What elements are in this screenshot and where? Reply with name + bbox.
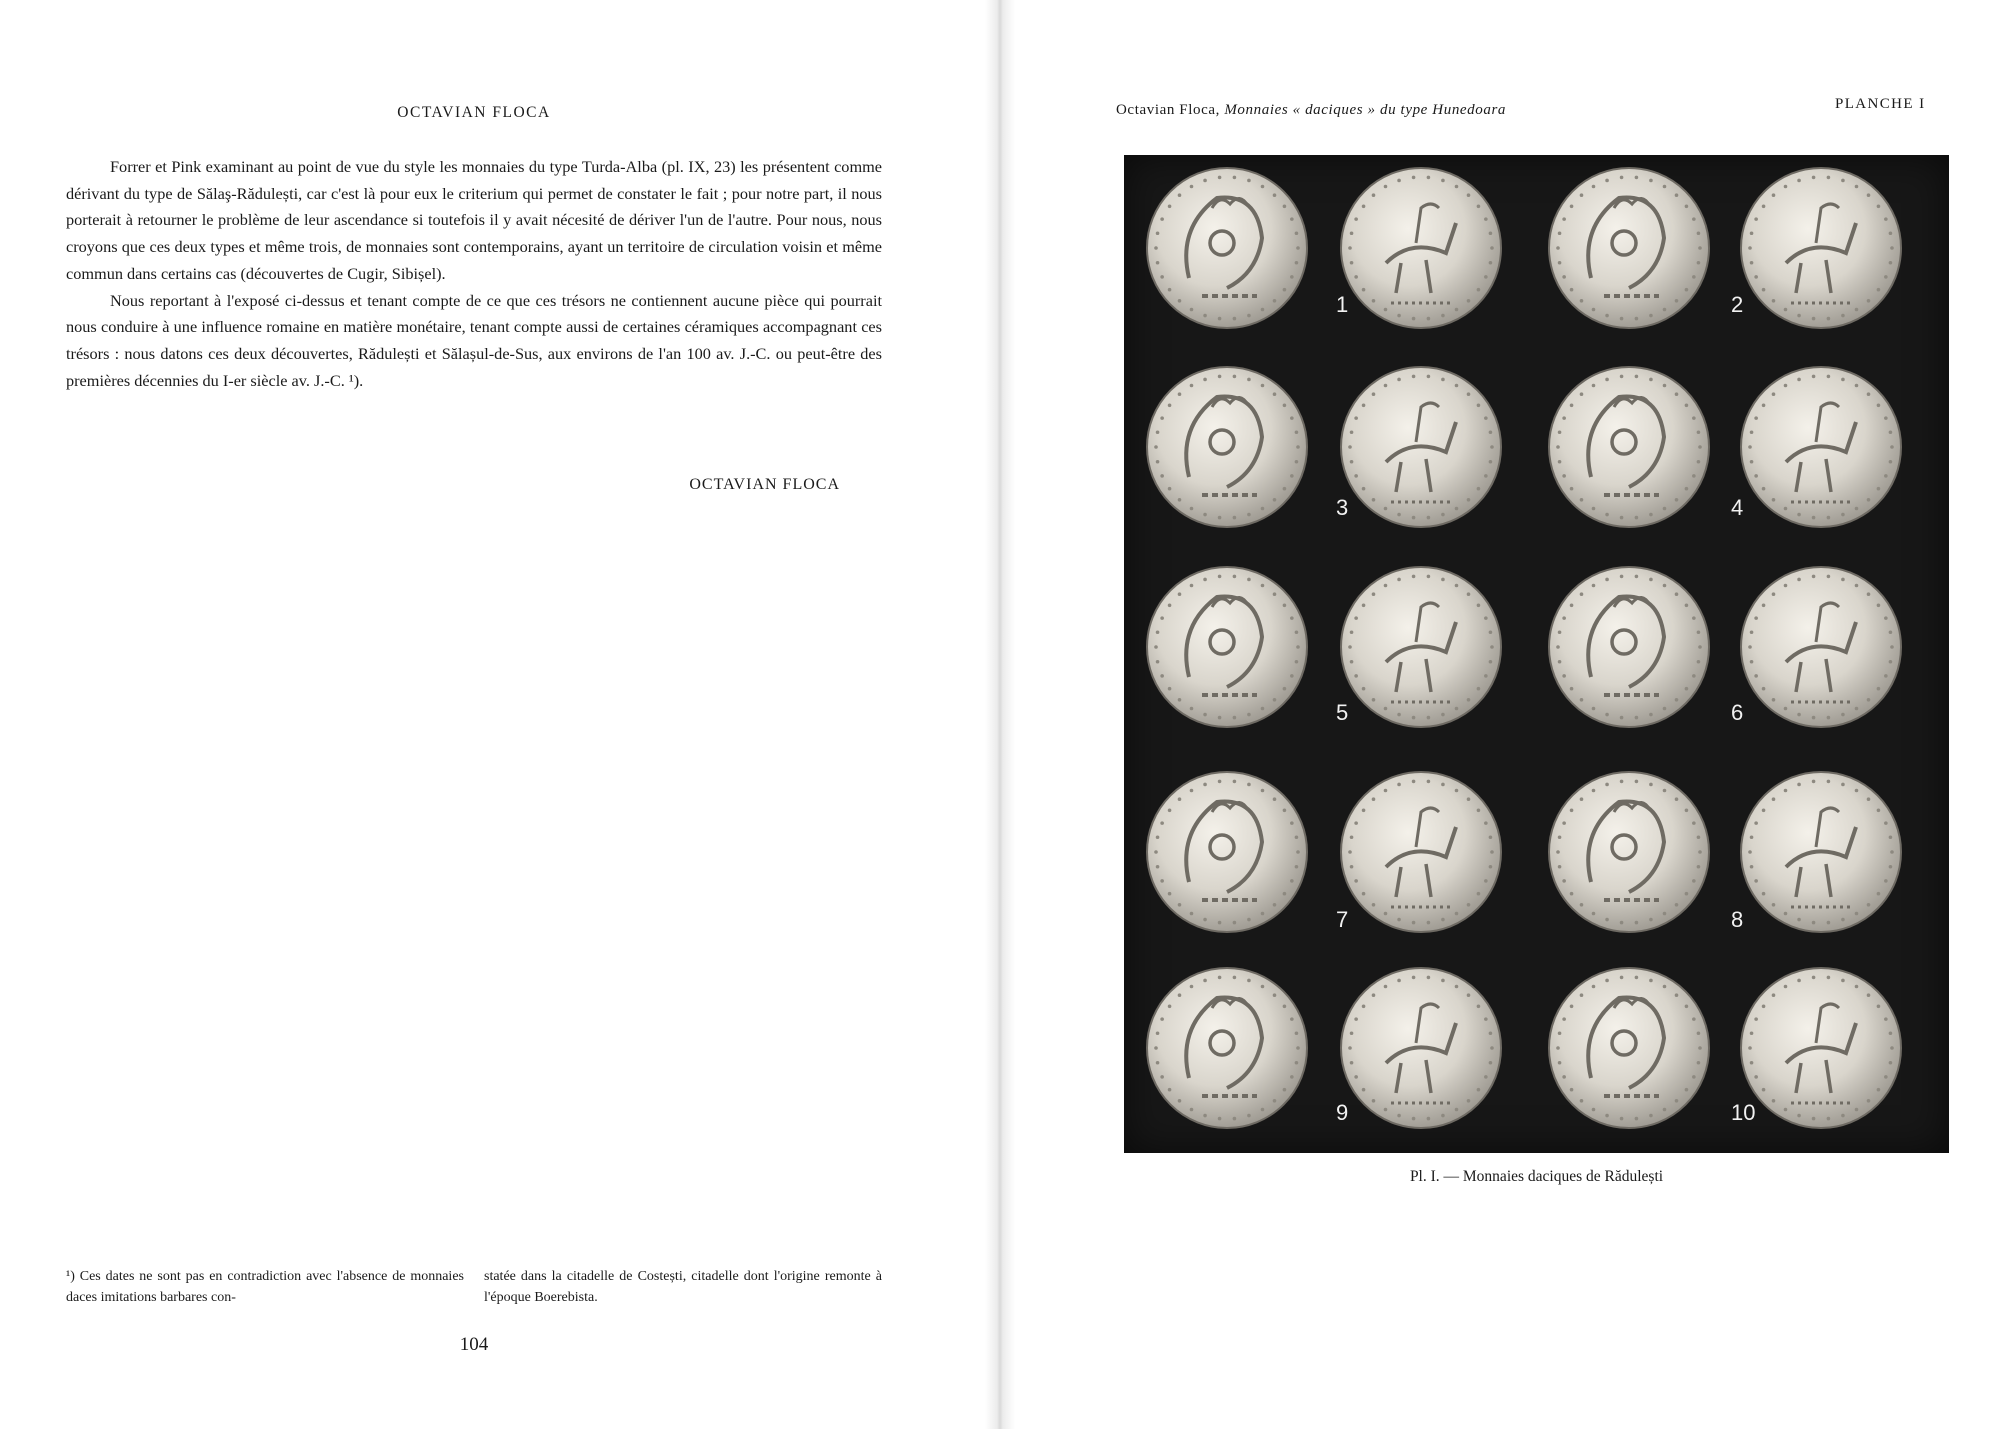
plate-label: PLANCHE I (1835, 96, 1926, 112)
coin-number-label: 6 (1731, 700, 1744, 725)
coin-reverse (1341, 968, 1501, 1128)
plate-caption: Pl. I. — Monnaies daciques de Rădulești (1409, 1168, 1664, 1185)
running-head-right (1116, 102, 1506, 119)
coin-obverse (1549, 567, 1709, 727)
coin-obverse (1147, 772, 1307, 932)
coin-number-label: 10 (1731, 1100, 1756, 1125)
coin-number-label: 8 (1731, 907, 1744, 932)
coin-reverse (1341, 772, 1501, 932)
coin-reverse (1341, 168, 1501, 328)
coin-reverse (1741, 968, 1901, 1128)
coin-number-label: 1 (1336, 292, 1349, 317)
coin-number-label: 7 (1336, 907, 1349, 932)
coin-obverse (1549, 772, 1709, 932)
coin-reverse (1341, 367, 1501, 527)
running-head-left: OCTAVIAN FLOCA (397, 104, 551, 121)
running-head-author: Octavian Floca, (1116, 102, 1220, 118)
coin-reverse (1741, 772, 1901, 932)
footnotes (66, 1266, 882, 1308)
coin-plate-image (1124, 155, 1949, 1153)
footnote-column-2: statée dans la citadelle de Costești, citadelle dont l'origine remonte à l'époque Boerebista. (484, 1269, 882, 1305)
page-number: 104 (459, 1334, 489, 1355)
coin-number-label: 5 (1336, 700, 1349, 725)
footnote-column-1: ¹) Ces dates ne sont pas en contradiction avec l'absence de monnaies daces imitations barbares con- (66, 1269, 464, 1305)
coin-obverse (1147, 567, 1307, 727)
paragraph-2: Nous reportant à l'exposé ci-dessus et tenant compte de ce que ces trésors ne contiennent aucune pièce qui pourrait nous conduire à une influence romaine en matière monétaire, tenant compte aussi de certaines céramiques accompagnant ces trésors : nous datons ces deux découvertes, Rădulești et Sălașul-de-Sus, aux environs de l'an 100 av. J.-C. ou peut-être des premières décennies du I-er siècle av. J.-C. ¹). (66, 290, 882, 390)
coin-plate-photo (1124, 155, 1949, 1153)
body-text (66, 154, 882, 394)
coin-number-label: 9 (1336, 1100, 1349, 1125)
coin-obverse (1147, 968, 1307, 1128)
paragraph-1: Forrer et Pink examinant au point de vue du style les monnaies du type Turda-Alba (pl. IX, 23) les présentent comme dérivant du type de Sălaş-Rădulești, car c'est là pour eux le criterium qui permet de constater le fait ; pour notre part, il nous porterait à retourner le problème de leur ascendance si toutefois il y avait nécesité de dériver l'un de l'autre. Pour nous, nous croyons que ces deux types et même trois, de monnaies sont contemporains, ayant un territoire de circulation voisin et même commun dans certains cas (découvertes de Cugir, Sibișel). (66, 157, 882, 283)
author-signature: OCTAVIAN FLOCA (689, 476, 840, 493)
coin-number-label: 4 (1731, 495, 1744, 520)
right-page (1010, 0, 2000, 1429)
coin-obverse (1549, 168, 1709, 328)
left-page (0, 0, 990, 1429)
coin-number-label: 3 (1336, 495, 1349, 520)
coin-reverse (1741, 168, 1901, 328)
coin-obverse (1147, 168, 1307, 328)
running-head-title: Monnaies « daciques » du type Hunedoara (1224, 102, 1507, 118)
coin-reverse (1741, 567, 1901, 727)
coin-number-label: 2 (1731, 292, 1744, 317)
coin-obverse (1549, 367, 1709, 527)
coin-reverse (1341, 567, 1501, 727)
coin-reverse (1741, 367, 1901, 527)
coin-obverse (1147, 367, 1307, 527)
coin-obverse (1549, 968, 1709, 1128)
